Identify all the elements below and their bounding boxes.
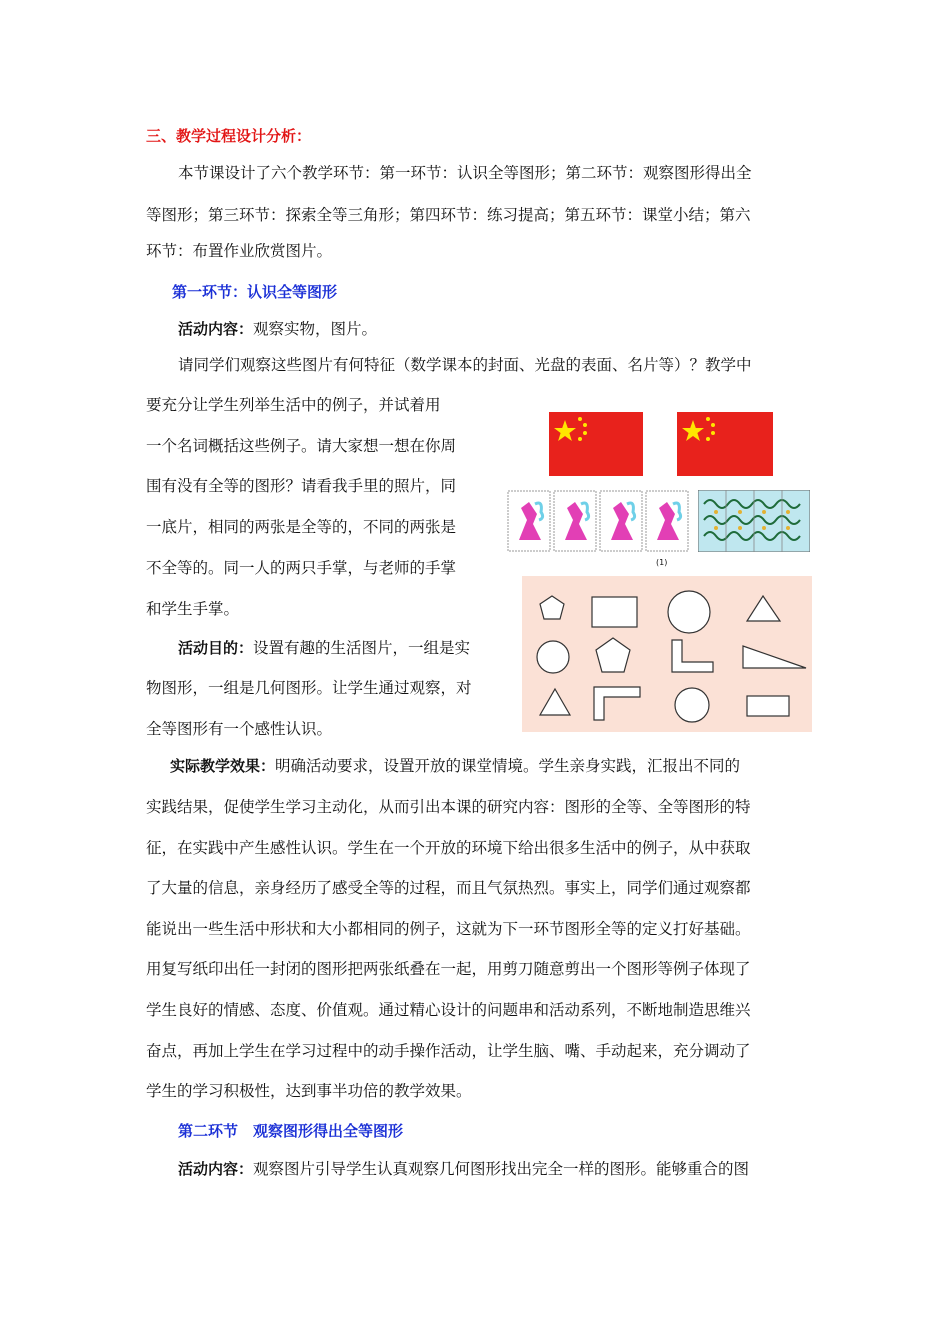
dancer-stamps-image (507, 490, 689, 552)
effect-line-7: 学生良好的情感、态度、价值观。通过精心设计的问题串和活动系列，不断地制造思维兴 (146, 1001, 751, 1019)
effect-text: 明确活动要求，设置开放的课堂情境。学生亲身实践，汇报出不同的 (275, 757, 741, 775)
effect-line-4: 了大量的信息，亲身经历了感受全等的过程，而且气氛热烈。事实上，同学们通过观察都 (146, 879, 751, 897)
figure-caption: (1) (656, 558, 668, 567)
intro-line-3: 环节：布置作业欣赏图片。 (146, 242, 333, 260)
part1-content (178, 310, 377, 348)
content-label: 活动内容： (178, 320, 254, 338)
effect-label: 实际教学效果： (170, 757, 276, 775)
wrap-line-5: 不全等的。同一人的两只手掌，与老师的手掌 (146, 559, 457, 577)
effect-line-1 (170, 747, 740, 785)
goal-label: 活动目的： (178, 639, 254, 657)
goal-line-1 (178, 629, 470, 667)
effect-line-2: 实践结果，促使学生学习主动化，从而引出本课的研究内容：图形的全等、全等图形的特 (146, 798, 751, 816)
circle-shape-3 (675, 688, 709, 722)
effect-line-3: 征，在实践中产生感性认识。学生在一个开放的环境下给出很多生活中的例子，从中获取 (146, 839, 751, 857)
intro-line-1: 本节课设计了六个教学环节：第一环节：认识全等图形；第二环节：观察图形得出全 (178, 164, 752, 182)
wrap-line-3: 围有没有全等的图形？请看我手里的照片，同 (146, 477, 457, 495)
goal-text: 设置有趣的生活图片，一组是实 (253, 639, 471, 657)
circle-shape (668, 591, 710, 633)
goal-line-3: 全等图形有一个感性认识。 (146, 720, 333, 738)
wrap-line-6: 和学生手掌。 (146, 600, 240, 618)
effect-line-6: 用复写纸印出任一封闭的图形把两张纸叠在一起，用剪刀随意剪出一个图形等例子体现了 (146, 960, 751, 978)
tile-pattern-image (698, 490, 810, 552)
rectangle-shape-2 (747, 696, 789, 716)
china-flag-image-2 (677, 412, 773, 476)
part2-content-text: 观察图片引导学生认真观察几何图形找出完全一样的图形。能够重合的图 (253, 1160, 750, 1178)
content-text: 观察实物，图片。 (253, 320, 378, 338)
section-heading: 三、教学过程设计分析： (146, 127, 312, 145)
effect-line-8: 奋点，再加上学生在学习过程中的动手操作活动，让学生脑、嘴、手动起来，充分调动了 (146, 1042, 751, 1060)
geometric-shapes-image (522, 576, 812, 732)
part2-heading: 第二环节 观察图形得出全等图形 (178, 1122, 404, 1140)
wrap-line-4: 一底片，相同的两张是全等的，不同的两张是 (146, 518, 457, 536)
circle-shape-2 (537, 641, 569, 673)
effect-line-5: 能说出一些生活中形状和大小都相同的例子，这就为下一环节图形全等的定义打好基础。 (146, 920, 751, 938)
intro-line-2: 等图形；第三环节：探索全等三角形；第四环节：练习提高；第五环节：课堂小结；第六 (146, 206, 751, 224)
rectangle-shape (592, 597, 637, 627)
part2-content (178, 1150, 749, 1188)
part1-para-line-1: 请同学们观察这些图片有何特征（数学课本的封面、光盘的表面、名片等）？教学中 (178, 356, 752, 374)
part2-content-label: 活动内容： (178, 1160, 254, 1178)
wrap-line-1: 要充分让学生列举生活中的例子，并试着用 (146, 396, 441, 414)
wrap-line-2: 一个名词概括这些例子。请大家想一想在你周 (146, 437, 457, 455)
goal-line-2: 物图形，一组是几何图形。让学生通过观察，对 (146, 679, 472, 697)
china-flag-image (549, 412, 643, 476)
effect-line-9: 学生的学习积极性，达到事半功倍的教学效果。 (146, 1082, 472, 1100)
part1-heading: 第一环节：认识全等图形 (172, 283, 338, 301)
